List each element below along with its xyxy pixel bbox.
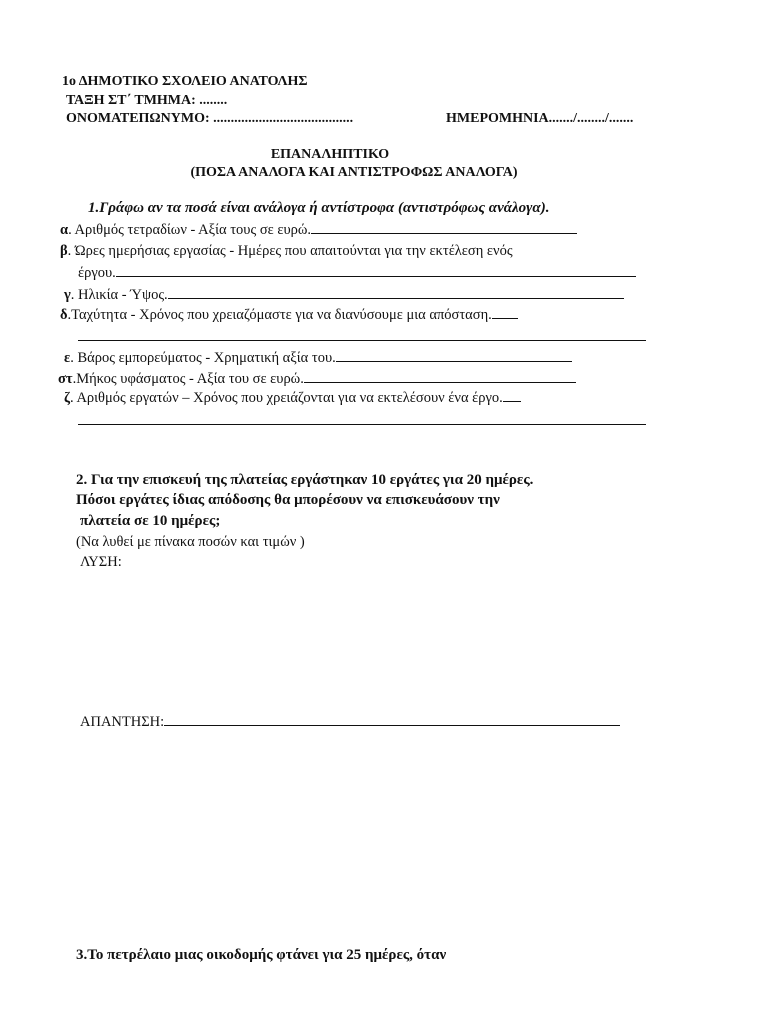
item-text: .Μήκος υφάσματος - Αξία του σε ευρώ. [72, 371, 304, 387]
page-subtitle: (ΠΟΣΑ ΑΝΑΛΟΓΑ ΚΑΙ ΑΝΤΙΣΤΡΟΦΩΣ ΑΝΑΛΟΓΑ) [190, 165, 518, 180]
answer-blank[interactable] [492, 305, 518, 319]
item-letter: α [60, 222, 69, 238]
item-text: . Αριθμός τετραδίων - Αξία τους σε ευρώ. [68, 222, 312, 238]
answer-label: ΑΠΑΝΤΗΣΗ: [80, 714, 165, 730]
exercise1-item-c [64, 285, 624, 304]
exercise1-item-st [58, 369, 576, 388]
exercise1-item-e [64, 348, 572, 367]
item-text: . Ηλικία - Ύψος. [70, 287, 168, 303]
item-letter: δ [60, 307, 68, 323]
answer-blank[interactable] [304, 369, 576, 383]
exercise1-item-z [64, 388, 521, 407]
answer-blank[interactable] [503, 388, 521, 402]
answer-blank[interactable] [336, 348, 572, 362]
answer-blank[interactable] [311, 220, 577, 234]
item-text: . Ώρες ημερήσιας εργασίας - Ημέρες που απαιτούνται για την εκτέλεση ενός [67, 243, 513, 259]
answer-blank[interactable] [168, 285, 624, 299]
answer-line[interactable] [78, 340, 646, 341]
item-letter: β [60, 243, 68, 259]
exercise1-item-d [60, 305, 518, 324]
item-letter: στ [58, 371, 73, 387]
answer-blank[interactable] [116, 263, 636, 277]
item-text: . Βάρος εμπορεύματος - Χρηματική αξία του. [70, 350, 336, 366]
exercise1-heading: 1.Γράφω αν τα ποσά είναι ανάλογα ή αντίστροφα (αντιστρόφως ανάλογα). [88, 200, 550, 216]
exercise2-line3: πλατεία σε 10 ημέρες; [80, 513, 221, 529]
name-line: ΟΝΟΜΑΤΕΠΩΝΥΜΟ: ........................................ [66, 111, 354, 126]
item-letter: ε [64, 350, 71, 366]
answer-line[interactable] [78, 424, 646, 425]
class-line: ΤΑΞΗ ΣΤ΄ ΤΜΗΜΑ: ........ [66, 93, 228, 108]
date-line: ΗΜΕΡΟΜΗΝΙΑ......./......../....... [446, 111, 634, 126]
answer-blank[interactable] [164, 712, 620, 726]
solution-label: ΛΥΣΗ: [80, 554, 122, 570]
exercise1-item-b [60, 242, 513, 260]
exercise2-line2: Πόσοι εργάτες ίδιας απόδοσης θα μπορέσουν να επισκευάσουν την [76, 492, 500, 508]
item-letter: γ [64, 287, 71, 303]
item-text: έργου. [78, 265, 116, 281]
item-text: .Ταχύτητα - Χρόνος που χρειαζόμαστε για να διανύσουμε μια απόσταση. [67, 307, 492, 323]
page-title: ΕΠΑΝΑΛΗΠΤΙΚΟ [270, 147, 390, 162]
exercise2-line1: 2. Για την επισκευή της πλατείας εργάστηκαν 10 εργάτες για 20 ημέρες. [76, 472, 534, 488]
exercise1-item-a [60, 220, 577, 239]
item-letter: ζ [64, 390, 70, 406]
exercise2-note: (Να λυθεί με πίνακα ποσών και τιμών ) [76, 534, 305, 550]
item-text: . Αριθμός εργατών – Χρόνος που χρειάζονται για να εκτελέσουν ένα έργο. [70, 390, 503, 406]
answer-row [80, 712, 620, 731]
exercise3-line1: 3.Το πετρέλαιο μιας οικοδομής φτάνει για 25 ημέρες, όταν [76, 947, 447, 963]
exercise1-item-b-cont [78, 263, 636, 282]
school-name: 1ο ΔΗΜΟΤΙΚΟ ΣΧΟΛΕΙΟ ΑΝΑΤΟΛΗΣ [62, 74, 308, 89]
